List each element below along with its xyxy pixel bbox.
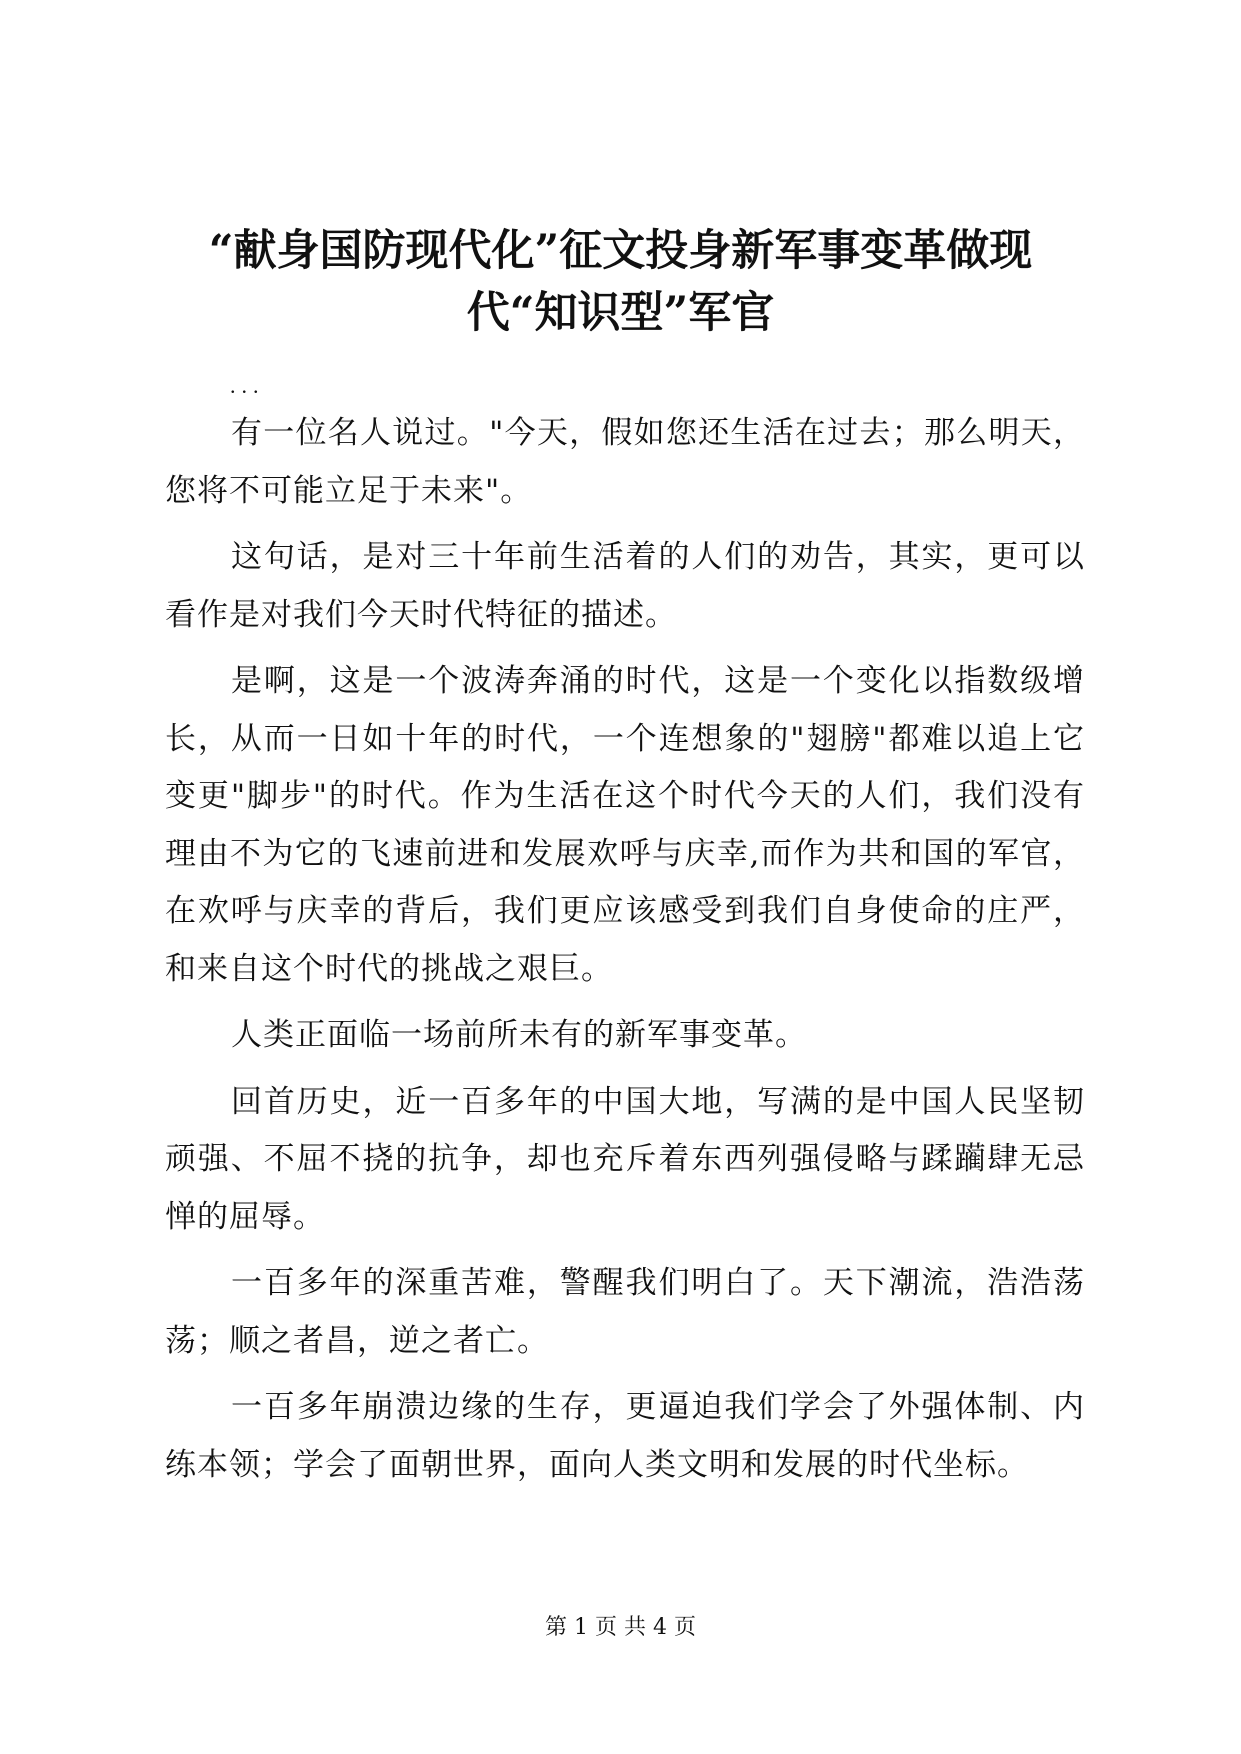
paragraph: 这句话，是对三十年前生活着的人们的劝告，其实，更可以看作是对我们今天时代特征的描述。 <box>165 539 1085 633</box>
title-line-1: “献身国防现代化”征文投身新军事变革做现 <box>208 226 1033 276</box>
paragraph: 有一位名人说过。"今天，假如您还生活在过去；那么明天，您将不可能立足于未来"。 <box>165 415 1085 509</box>
paragraph: 回首历史，近一百多年的中国大地，写满的是中国人民坚韧顽强、不屈不挠的抗争，却也充斥着东西列强侵略与蹂躏肆无忌惮的屈辱。 <box>165 1083 1085 1235</box>
paragraph: 是啊，这是一个波涛奔涌的时代，这是一个变化以指数级增长，从而一日如十年的时代，一个连想象的"翅膀"都难以追上它变更"脚步"的时代。作为生活在这个时代今天的人们，我们没有理由不为它的飞速前进和发展欢呼与庆幸,而作为共和国的军官，在欢呼与庆幸的背后，我们更应该感受到我们自身使命的庄严，和来自这个时代的挑战之艰巨。 <box>165 663 1085 987</box>
ellipsis-marker: ... <box>230 373 265 398</box>
title-line-2: 代“知识型”军官 <box>466 288 775 338</box>
page-footer: 第 1 页 共 4 页 <box>545 1615 696 1640</box>
paragraph: 一百多年崩溃边缘的生存，更逼迫我们学会了外强体制、内练本领；学会了面朝世界，面向人类文明和发展的时代坐标。 <box>165 1389 1085 1483</box>
paragraph: 人类正面临一场前所未有的新军事变革。 <box>231 1017 807 1053</box>
document-title <box>150 220 1091 344</box>
document-body <box>165 360 1085 1503</box>
paragraph: 一百多年的深重苦难，警醒我们明白了。天下潮流，浩浩荡荡；顺之者昌，逆之者亡。 <box>165 1265 1085 1359</box>
